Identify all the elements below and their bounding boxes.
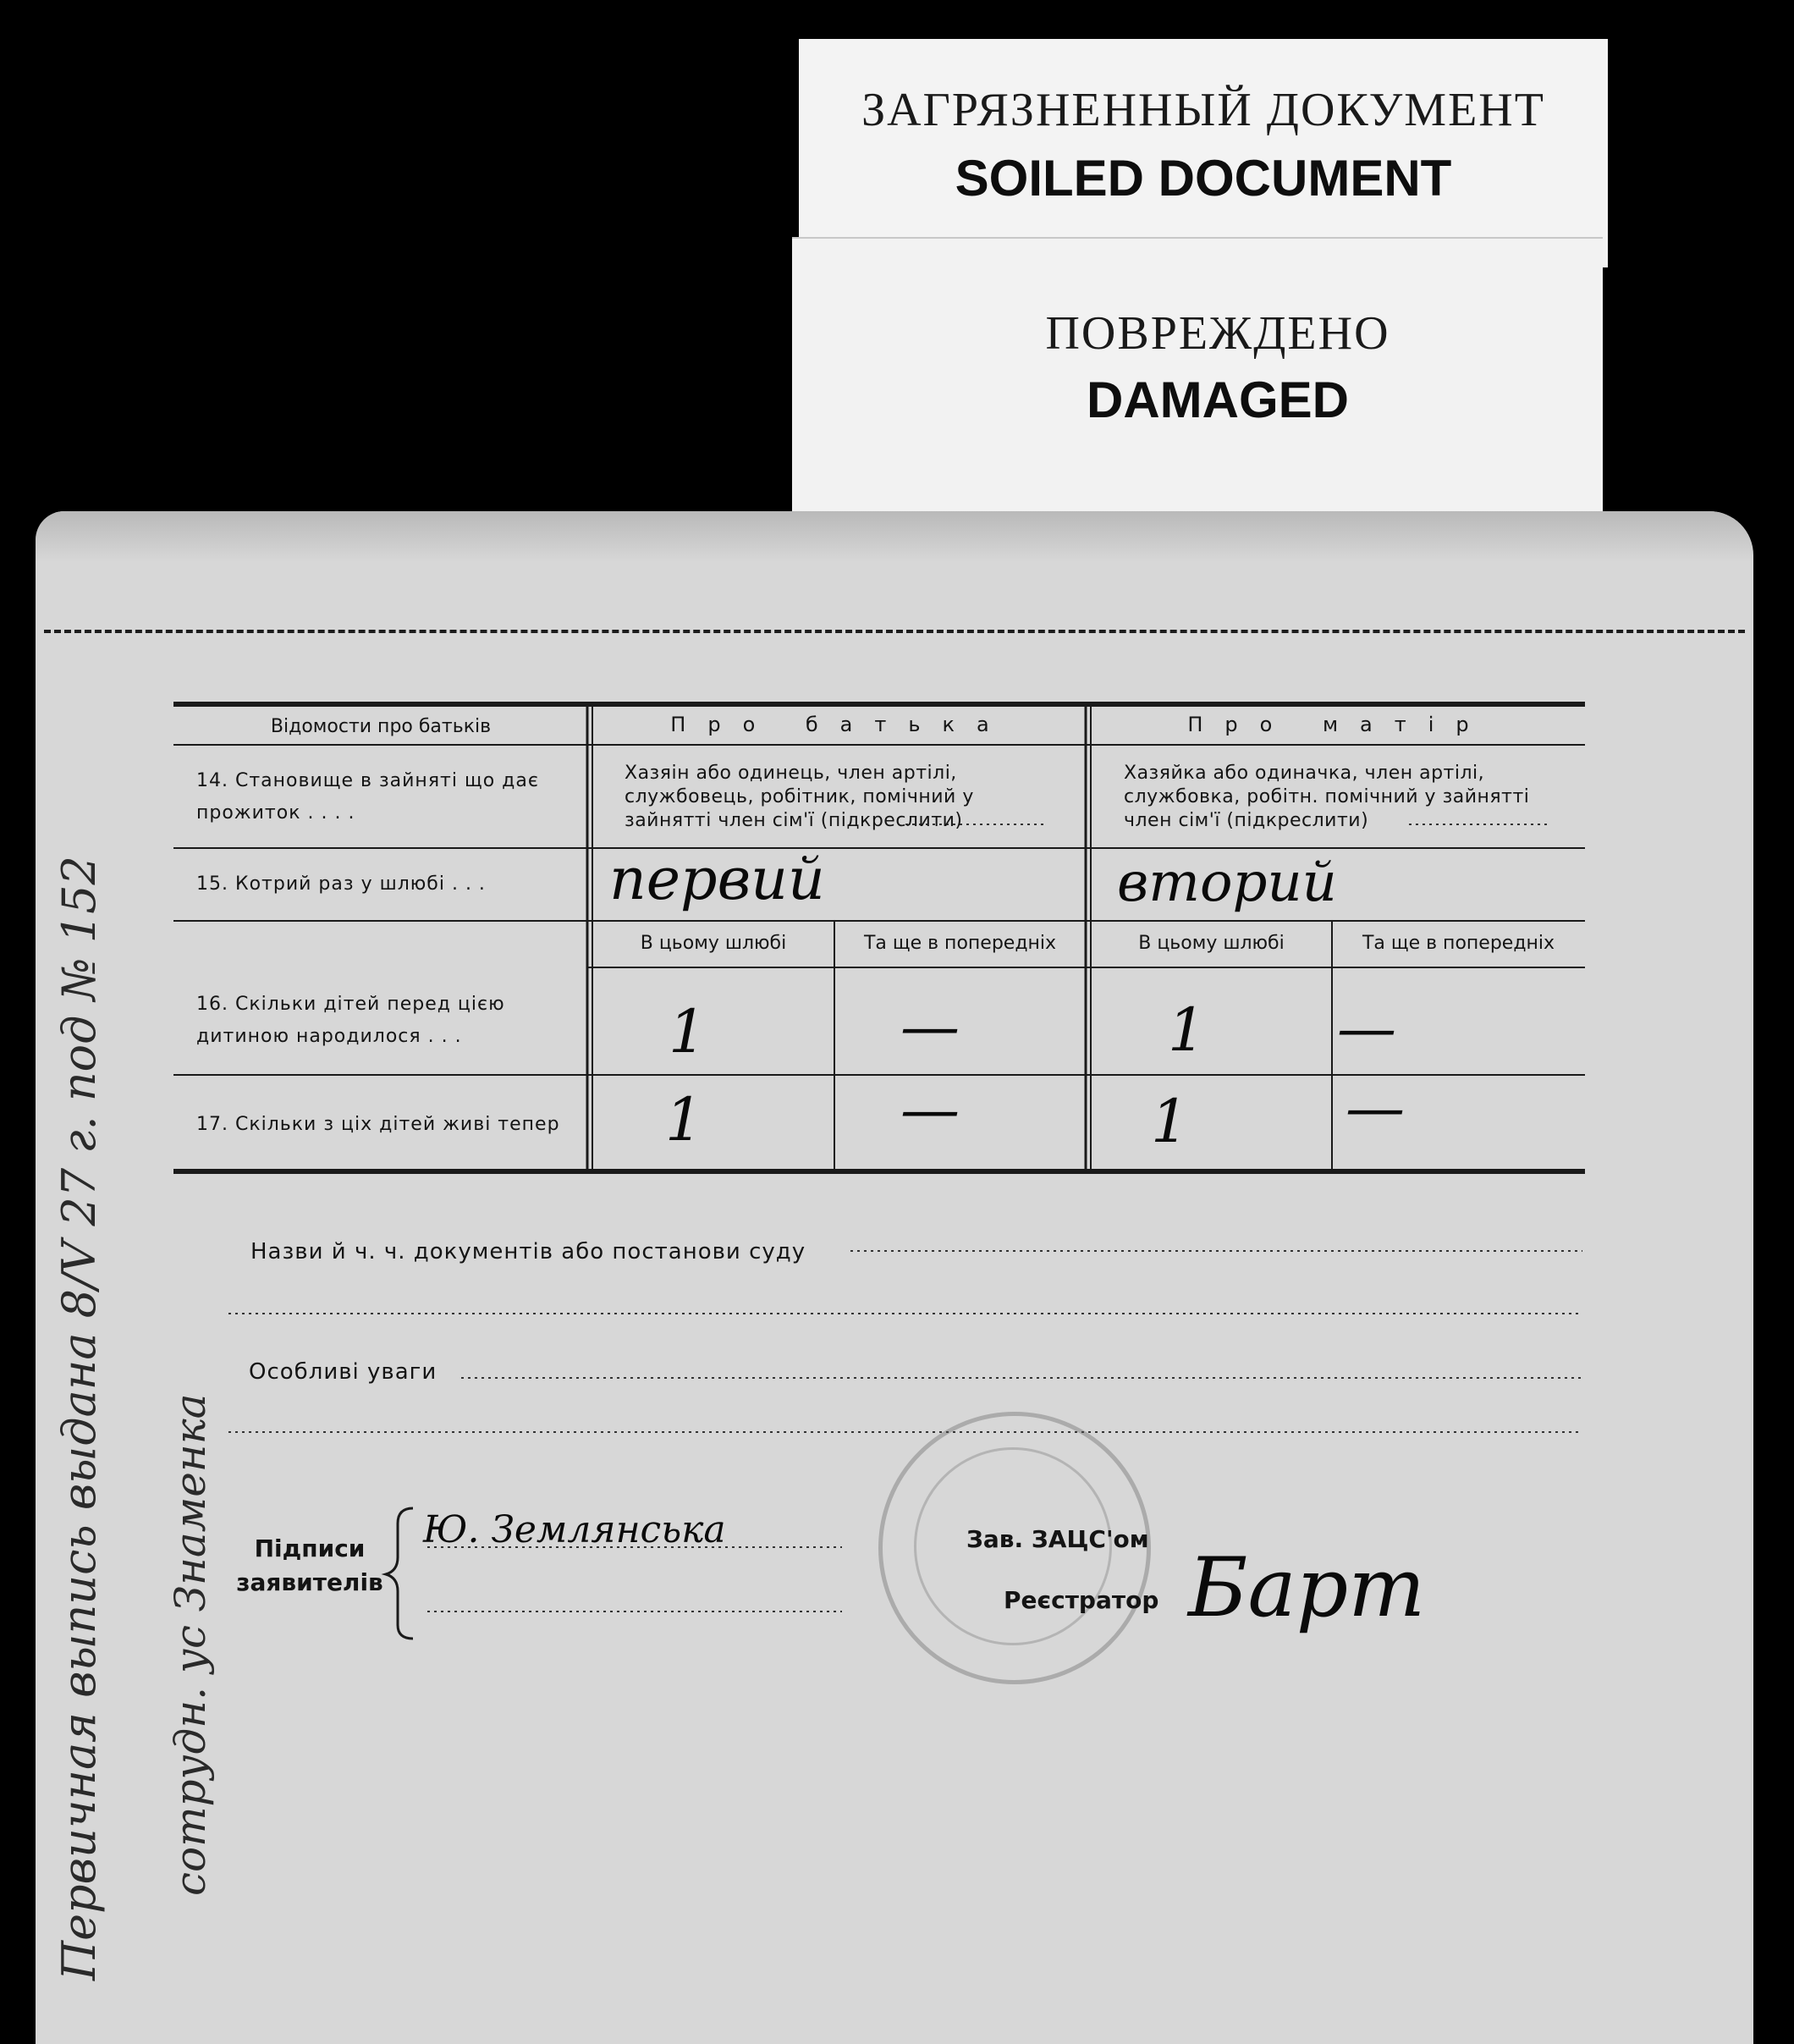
col-header-father: Про батька xyxy=(670,713,1011,736)
registrar-signature: Барт xyxy=(1188,1540,1426,1635)
row15-mother-value: вторий xyxy=(1117,851,1337,914)
row17-father-this-value: 1 xyxy=(665,1085,703,1154)
soiled-label-ru: ЗАГРЯЗНЕННЫЙ ДОКУМЕНТ xyxy=(861,84,1545,136)
subheader-father-this-marriage: В цьому шлюбі xyxy=(640,933,787,954)
row15-label: 15. Котрий раз у шлюбі . . . xyxy=(196,873,486,895)
col-header-info: Відомости про батьків xyxy=(270,716,492,737)
soiled-label-en: SOILED DOCUMENT xyxy=(955,150,1452,207)
row15-father-value: первий xyxy=(609,846,825,913)
col-header-mother: Про матір xyxy=(1187,713,1491,736)
row17-label: 17. Скільки з ціх дітей живі тепер xyxy=(196,1114,560,1135)
row16-mother-previous-value: — xyxy=(1337,994,1396,1063)
signatures-label-line1: Підписи xyxy=(254,1534,366,1562)
row17-father-previous-value: — xyxy=(900,1075,960,1144)
row16-father-previous-value: — xyxy=(900,992,960,1061)
row16-mother-this-value: 1 xyxy=(1168,995,1206,1065)
row17-mother-this-value: 1 xyxy=(1151,1087,1189,1156)
row17-mother-previous-value: — xyxy=(1346,1073,1405,1143)
applicant-signature: Ю. Землянська xyxy=(423,1508,726,1551)
row16-label: 16. Скільки дітей перед цією дитиною народилося . . . xyxy=(196,994,505,1047)
row14-label: 14. Становище в зайняті що дає прожиток . . . . xyxy=(196,770,539,824)
zags-head-label: Зав. ЗАЦС'ом xyxy=(966,1525,1149,1553)
signatures-label xyxy=(225,1532,394,1600)
row14-mother-options: Хазяйка або одиначка, член артілі, службовка, робітн. помічний у зайнятті член сім'ї (підкреслити) xyxy=(1124,763,1530,831)
signatures-label-line2: заявителів xyxy=(236,1568,383,1596)
damaged-label-en: DAMAGED xyxy=(1087,372,1349,428)
row16-father-this-value: 1 xyxy=(669,997,707,1066)
margin-note-line1: Первичная выпись выдана 8/V 27 г. под № 152 xyxy=(52,856,106,1981)
subheader-mother-this-marriage: В цьому шлюбі xyxy=(1138,933,1285,954)
remarks-label: Особливі уваги xyxy=(249,1359,437,1385)
margin-note-line2: сотрудн. ус Знаменка xyxy=(166,1393,215,1896)
documents-label: Назви й ч. ч. документів або постанови суду xyxy=(250,1239,806,1264)
subheader-mother-previous: Та ще в попередніх xyxy=(1362,933,1555,954)
damaged-label-ru: ПОВРЕЖДЕНО xyxy=(1045,307,1390,360)
subheader-father-previous: Та ще в попередніх xyxy=(863,933,1057,954)
row14-father-options: Хазяін або одинець, член артілі, службовець, робітник, помічний у зайнятті член сім'ї (підкреслити) xyxy=(625,763,974,831)
registrar-label: Реєстратор xyxy=(1004,1586,1159,1614)
